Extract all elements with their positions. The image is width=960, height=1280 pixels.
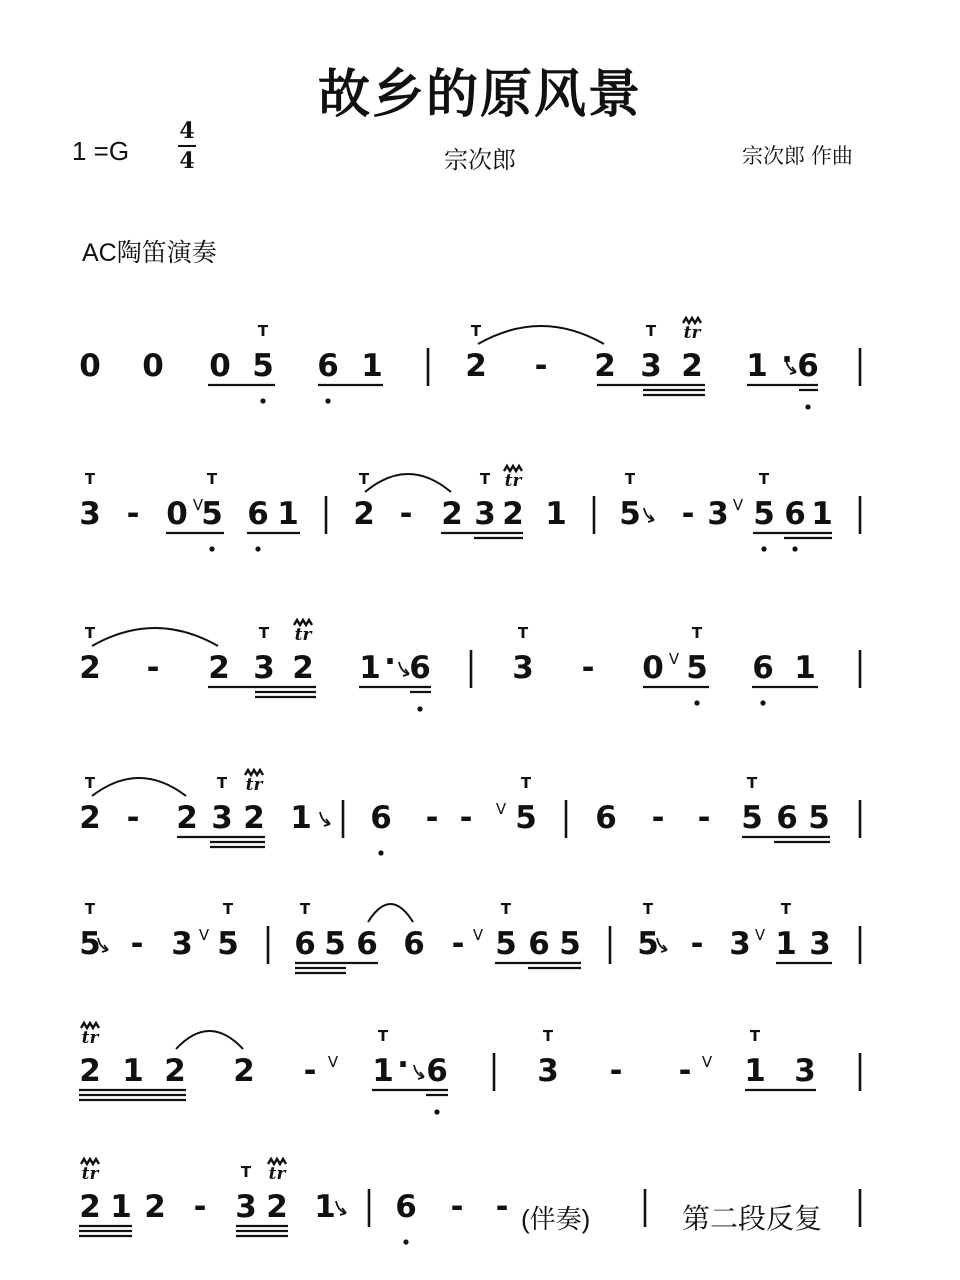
tongue-mark: T bbox=[206, 470, 218, 488]
tongue-mark: T bbox=[377, 1027, 389, 1045]
dash-extension: - bbox=[581, 650, 595, 686]
slide-mark bbox=[399, 662, 409, 676]
tongue-mark: T bbox=[240, 1163, 252, 1181]
tongue-mark: T bbox=[758, 470, 770, 488]
tongue-mark: T bbox=[520, 774, 532, 792]
note: 5 bbox=[637, 926, 659, 962]
note: 2 bbox=[79, 1189, 101, 1225]
slur-tie bbox=[478, 326, 604, 344]
note: 2 bbox=[594, 348, 616, 384]
note: 6 bbox=[317, 348, 339, 384]
note: 2 bbox=[144, 1189, 166, 1225]
note: 6 bbox=[784, 496, 806, 532]
tongue-mark: T bbox=[500, 900, 512, 918]
tongue-mark: T bbox=[222, 900, 234, 918]
note: 6 bbox=[294, 926, 316, 962]
composer-credit: 宗次郎 作曲 bbox=[742, 145, 853, 168]
note: 5 bbox=[515, 800, 537, 836]
time-signature-numerator: 4 bbox=[179, 118, 195, 144]
tongue-mark: T bbox=[470, 322, 482, 340]
dash-extension: - bbox=[146, 650, 160, 686]
dash-extension: - bbox=[303, 1053, 317, 1089]
note: 3 bbox=[707, 496, 729, 532]
note: 0 bbox=[142, 348, 164, 384]
breath-mark: V bbox=[668, 650, 680, 668]
note: 3 bbox=[729, 926, 751, 962]
note: 1 bbox=[775, 926, 797, 962]
note: 1 bbox=[110, 1189, 132, 1225]
slur-tie bbox=[92, 628, 218, 646]
dash-extension: - bbox=[534, 348, 548, 384]
note: 3 bbox=[171, 926, 193, 962]
note: 6 bbox=[370, 800, 392, 836]
performance-note: AC陶笛演奏 bbox=[82, 239, 217, 267]
note: 5 bbox=[808, 800, 830, 836]
trill-mark: tr bbox=[268, 1164, 286, 1184]
note: 5 bbox=[559, 926, 581, 962]
tongue-mark: T bbox=[84, 774, 96, 792]
low-octave-dot bbox=[378, 850, 383, 855]
breath-mark: V bbox=[198, 926, 210, 944]
low-octave-dot bbox=[805, 404, 810, 409]
breath-mark: V bbox=[192, 496, 204, 514]
tongue-mark: T bbox=[691, 624, 703, 642]
low-octave-dot bbox=[417, 706, 422, 711]
slide-mark bbox=[414, 1065, 424, 1079]
slide-mark bbox=[336, 1201, 346, 1215]
tongue-mark: T bbox=[257, 322, 269, 340]
key-signature: 1 =G bbox=[72, 136, 130, 166]
breath-mark: V bbox=[495, 800, 507, 818]
note: 1 bbox=[811, 496, 833, 532]
note: 6 bbox=[247, 496, 269, 532]
tongue-mark: T bbox=[358, 470, 370, 488]
note: 3 bbox=[253, 650, 275, 686]
tongue-mark: T bbox=[749, 1027, 761, 1045]
trill-mark: tr bbox=[81, 1028, 99, 1048]
trill-mark: tr bbox=[294, 625, 312, 645]
tongue-mark: T bbox=[517, 624, 529, 642]
breath-mark: V bbox=[754, 926, 766, 944]
note: 1 bbox=[794, 650, 816, 686]
note: 1 bbox=[314, 1189, 336, 1225]
slur-tie bbox=[368, 904, 413, 922]
dash-extension: - bbox=[697, 800, 711, 836]
note: 6 bbox=[395, 1189, 417, 1225]
score-title: 故乡的原风景 bbox=[317, 65, 642, 125]
augmentation-dot: · bbox=[397, 1047, 409, 1083]
note: 6 bbox=[595, 800, 617, 836]
note: 5 bbox=[619, 496, 641, 532]
breath-mark: V bbox=[732, 496, 744, 514]
note: 3 bbox=[235, 1189, 257, 1225]
note: 1 bbox=[361, 348, 383, 384]
note: 2 bbox=[266, 1189, 288, 1225]
note: 5 bbox=[201, 496, 223, 532]
dash-extension: - bbox=[399, 496, 413, 532]
note: 2 bbox=[79, 650, 101, 686]
slide-mark bbox=[320, 812, 330, 826]
tongue-mark: T bbox=[258, 624, 270, 642]
note: 5 bbox=[753, 496, 775, 532]
low-octave-dot bbox=[761, 546, 766, 551]
tongue-mark: T bbox=[84, 900, 96, 918]
note: 5 bbox=[686, 650, 708, 686]
note: 5 bbox=[495, 926, 517, 962]
note: 6 bbox=[528, 926, 550, 962]
note: 1 bbox=[744, 1053, 766, 1089]
note: 3 bbox=[809, 926, 831, 962]
note: 5 bbox=[79, 926, 101, 962]
dash-extension: - bbox=[681, 496, 695, 532]
note: 1 bbox=[277, 496, 299, 532]
low-octave-dot bbox=[403, 1239, 408, 1244]
dash-extension: - bbox=[126, 800, 140, 836]
note: 1 bbox=[746, 348, 768, 384]
low-octave-dot bbox=[694, 700, 699, 705]
tongue-mark: T bbox=[84, 624, 96, 642]
dash-extension: - bbox=[450, 1189, 464, 1225]
note: 6 bbox=[752, 650, 774, 686]
dash-extension: - bbox=[425, 800, 439, 836]
note: 2 bbox=[233, 1053, 255, 1089]
tongue-mark: T bbox=[299, 900, 311, 918]
dash-extension: - bbox=[690, 926, 704, 962]
low-octave-dot bbox=[792, 546, 797, 551]
tongue-mark: T bbox=[479, 470, 491, 488]
note: 5 bbox=[252, 348, 274, 384]
dash-extension: - bbox=[130, 926, 144, 962]
note: 1 bbox=[545, 496, 567, 532]
slur-tie bbox=[176, 1031, 243, 1049]
dash-extension: - bbox=[678, 1053, 692, 1089]
note: 3 bbox=[640, 348, 662, 384]
arranger-name: 宗次郎 bbox=[444, 147, 516, 174]
note: 5 bbox=[741, 800, 763, 836]
tongue-mark: T bbox=[746, 774, 758, 792]
note: 2 bbox=[208, 650, 230, 686]
note: 0 bbox=[166, 496, 188, 532]
note: 1 bbox=[290, 800, 312, 836]
note: 3 bbox=[474, 496, 496, 532]
note: 1 bbox=[359, 650, 381, 686]
note: 2 bbox=[243, 800, 265, 836]
note: 2 bbox=[502, 496, 524, 532]
note: 2 bbox=[292, 650, 314, 686]
tongue-mark: T bbox=[84, 470, 96, 488]
note: 6 bbox=[426, 1053, 448, 1089]
tongue-mark: T bbox=[642, 900, 654, 918]
tongue-mark: T bbox=[780, 900, 792, 918]
trill-mark: tr bbox=[504, 471, 522, 491]
dash-extension: - bbox=[451, 926, 465, 962]
dash-extension: - bbox=[459, 800, 473, 836]
note: 6 bbox=[356, 926, 378, 962]
note: 0 bbox=[209, 348, 231, 384]
augmentation-dot: · bbox=[781, 342, 793, 378]
repeat-section-label: 第二段反复 bbox=[681, 1203, 823, 1234]
note: 2 bbox=[441, 496, 463, 532]
low-octave-dot bbox=[260, 398, 265, 403]
augmentation-dot: · bbox=[384, 644, 396, 680]
note: 2 bbox=[353, 496, 375, 532]
note: 5 bbox=[324, 926, 346, 962]
tongue-mark: T bbox=[645, 322, 657, 340]
trill-mark: tr bbox=[81, 1164, 99, 1184]
dash-extension: - bbox=[193, 1189, 207, 1225]
note: 2 bbox=[79, 1053, 101, 1089]
note: 6 bbox=[403, 926, 425, 962]
note: 6 bbox=[409, 650, 431, 686]
note: 2 bbox=[79, 800, 101, 836]
note: 6 bbox=[797, 348, 819, 384]
tongue-mark: T bbox=[542, 1027, 554, 1045]
note: 2 bbox=[465, 348, 487, 384]
time-signature-denominator: 4 bbox=[179, 148, 195, 174]
low-octave-dot bbox=[434, 1109, 439, 1114]
breath-mark: V bbox=[472, 926, 484, 944]
note: 1 bbox=[372, 1053, 394, 1089]
dash-extension: - bbox=[651, 800, 665, 836]
note: 5 bbox=[217, 926, 239, 962]
slur-tie bbox=[92, 778, 186, 796]
note: 3 bbox=[537, 1053, 559, 1089]
note: 3 bbox=[794, 1053, 816, 1089]
tongue-mark: T bbox=[624, 470, 636, 488]
note: 0 bbox=[79, 348, 101, 384]
note: 3 bbox=[211, 800, 233, 836]
note: 2 bbox=[176, 800, 198, 836]
trill-mark: tr bbox=[245, 775, 263, 795]
breath-mark: V bbox=[701, 1053, 713, 1071]
tongue-mark: T bbox=[216, 774, 228, 792]
note: 1 bbox=[122, 1053, 144, 1089]
note: 0 bbox=[642, 650, 664, 686]
note: 3 bbox=[79, 496, 101, 532]
low-octave-dot bbox=[255, 546, 260, 551]
low-octave-dot bbox=[209, 546, 214, 551]
slide-mark bbox=[644, 508, 654, 522]
trill-mark: tr bbox=[683, 323, 701, 343]
note: 3 bbox=[512, 650, 534, 686]
dash-extension: - bbox=[126, 496, 140, 532]
dash-extension: - bbox=[495, 1189, 509, 1225]
note: 2 bbox=[681, 348, 703, 384]
low-octave-dot bbox=[325, 398, 330, 403]
slur-tie bbox=[365, 474, 451, 492]
breath-mark: V bbox=[327, 1053, 339, 1071]
dash-extension: - bbox=[609, 1053, 623, 1089]
low-octave-dot bbox=[760, 700, 765, 705]
note: 6 bbox=[776, 800, 798, 836]
note: 2 bbox=[164, 1053, 186, 1089]
accompaniment-label: (伴奏) bbox=[521, 1204, 591, 1234]
